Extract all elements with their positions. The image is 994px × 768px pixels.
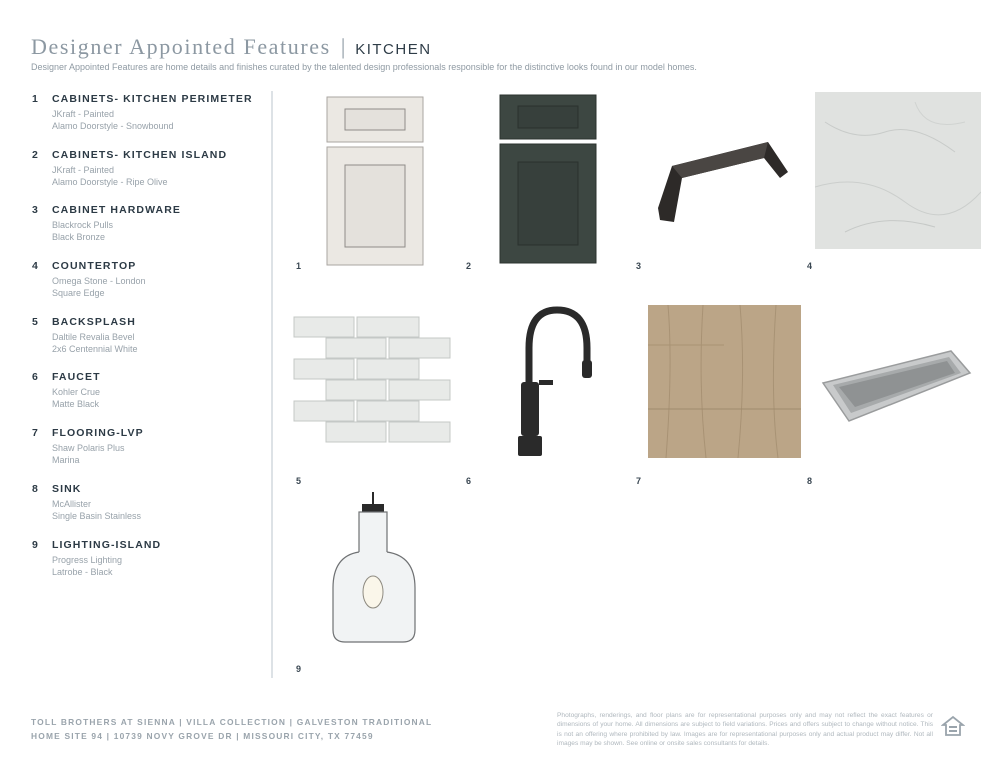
feature-title: LIGHTING-ISLAND (52, 538, 162, 551)
feature-title: FAUCET (52, 371, 101, 384)
feature-item (32, 427, 264, 483)
countertop-slab-image (815, 92, 981, 249)
feature-detail: Marina (52, 455, 80, 466)
feature-number: 3 (32, 204, 39, 217)
feature-detail: Shaw Polaris Plus (52, 443, 125, 454)
feature-list (32, 93, 264, 594)
swatch-label-9: 9 (296, 664, 302, 674)
feature-item (32, 483, 264, 539)
swatch-label-3: 3 (636, 261, 642, 271)
pendant-light-image (329, 492, 419, 648)
equal-housing-opportunity-icon (941, 714, 965, 738)
cabinet-pull-image (652, 136, 794, 228)
feature-detail: McAllister (52, 498, 92, 509)
feature-detail: Omega Stone - London (52, 276, 146, 287)
perimeter-cabinet-door-image (326, 96, 424, 266)
feature-item (32, 260, 264, 316)
feature-item (32, 316, 264, 372)
feature-detail: JKraft - Painted (52, 164, 115, 175)
swatch-label-4: 4 (807, 261, 813, 271)
feature-item (32, 93, 264, 149)
feature-item (32, 204, 264, 260)
community-info (31, 715, 432, 743)
island-cabinet-door-image (499, 94, 597, 264)
sink-image (819, 345, 973, 425)
feature-number: 5 (32, 315, 39, 328)
feature-detail: Square Edge (52, 288, 105, 299)
feature-title: COUNTERTOP (52, 260, 137, 273)
feature-title: CABINETS- KITCHEN PERIMETER (52, 93, 253, 105)
homesite-line: HOME SITE 94 | 10739 NOVY GROVE DR | MISSOURI CITY, TX 77459 (31, 731, 374, 741)
feature-number: 1 (32, 93, 39, 105)
swatch-label-5: 5 (296, 476, 302, 486)
feature-number: 9 (32, 538, 39, 551)
swatch-label-7: 7 (636, 476, 642, 486)
feature-title: CABINET HARDWARE (52, 204, 182, 217)
title-separator: | (340, 34, 346, 59)
section-title: KITCHEN (355, 41, 432, 58)
swatch-label-2: 2 (466, 261, 472, 271)
vertical-divider (271, 91, 273, 678)
flooring-sample-image (648, 305, 801, 458)
feature-detail: Progress Lighting (52, 554, 123, 565)
feature-detail: 2x6 Centennial White (52, 343, 138, 354)
feature-detail: Alamo Doorstyle - Snowbound (52, 121, 174, 131)
feature-detail: Alamo Doorstyle - Ripe Olive (52, 176, 168, 187)
feature-number: 4 (32, 260, 39, 273)
community-line: TOLL BROTHERS AT SIENNA | VILLA COLLECTION | GALVESTON TRADITIONAL (31, 717, 433, 727)
page-title: Designer Appointed Features (31, 34, 331, 59)
feature-detail: Daltile Revalia Bevel (52, 331, 135, 342)
swatch-label-8: 8 (807, 476, 813, 486)
feature-title: BACKSPLASH (52, 315, 136, 328)
feature-item (32, 539, 264, 595)
feature-item (32, 149, 264, 205)
feature-detail: Blackrock Pulls (52, 220, 114, 231)
feature-title: CABINETS- KITCHEN ISLAND (52, 148, 228, 161)
feature-detail: Black Bronze (52, 232, 106, 243)
swatch-label-6: 6 (466, 476, 472, 486)
backsplash-tile-image (293, 316, 451, 444)
faucet-image (515, 302, 597, 462)
feature-detail: Single Basin Stainless (52, 510, 142, 521)
feature-detail: Matte Black (52, 399, 100, 410)
feature-number: 8 (32, 482, 39, 495)
page-header (31, 34, 432, 60)
feature-number: 6 (32, 371, 39, 384)
feature-title: FLOORING-LVP (52, 427, 144, 440)
feature-detail: Kohler Crue (52, 387, 101, 398)
feature-number: 2 (32, 148, 39, 161)
swatch-label-1: 1 (296, 261, 302, 271)
feature-detail: JKraft - Painted (52, 109, 115, 119)
feature-item (32, 371, 264, 427)
feature-title: SINK (52, 482, 82, 495)
feature-detail: Latrobe - Black (52, 566, 113, 577)
feature-number: 7 (32, 427, 39, 440)
page-description: Designer Appointed Features are home details and finishes curated by the talented design professionals responsible for the distinctive looks found in our model homes. (31, 62, 697, 72)
legal-disclaimer: Photographs, renderings, and floor plans are for representational purposes only and may not reflect the exact features or dimensions of your home. All dimensions are subject to field variations. Prices and offers subject to change without notice. This is not an offering where prohibited by law. Images are for representational purposes only and actual product may differ. Not all images may be shown. See online or onsite sales consultants for details. (557, 712, 933, 747)
